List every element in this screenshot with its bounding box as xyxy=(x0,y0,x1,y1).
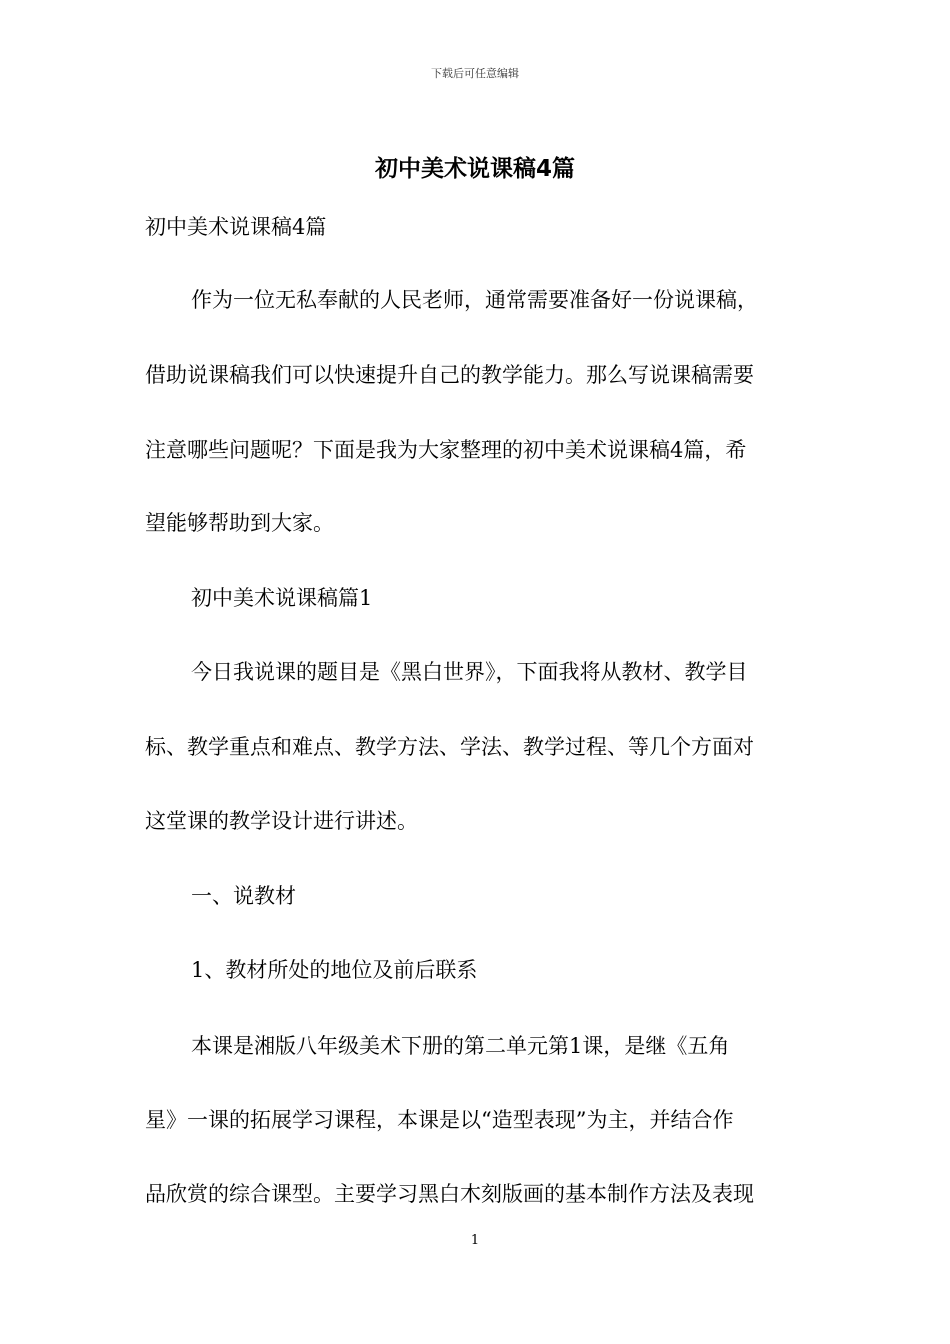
section-heading: 一、说教材 xyxy=(191,884,296,908)
section-heading: 初中美术说课稿篇1 xyxy=(191,586,373,610)
body-line: 今日我说课的题目是《黑白世界》，下面我将从教材、教学目 xyxy=(191,660,748,684)
body-line: 这堂课的教学设计进行讲述。 xyxy=(145,809,418,833)
page-number: 1 xyxy=(470,1233,480,1248)
body-line: 标、教学重点和难点、教学方法、学法、教学过程、等几个方面对 xyxy=(145,735,754,759)
body-line: 星》一课的拓展学习课程，本课是以“造型表现”为主，并结合作 xyxy=(145,1108,734,1132)
subsection-heading: 1、教材所处的地位及前后联系 xyxy=(191,958,478,982)
body-line: 借助说课稿我们可以快速提升自己的教学能力。那么写说课稿需要 xyxy=(145,363,754,387)
body-line: 品欣赏的综合课型。主要学习黑白木刻版画的基本制作方法及表现 xyxy=(145,1182,754,1206)
body-line: 本课是湘版八年级美术下册的第二单元第1课，是继《五角 xyxy=(191,1034,730,1058)
body-line: 望能够帮助到大家。 xyxy=(145,511,334,535)
body-line: 初中美术说课稿4篇 xyxy=(145,215,327,239)
header-note: 下载后可任意编辑 xyxy=(431,67,519,80)
body-line: 注意哪些问题呢？下面是我为大家整理的初中美术说课稿4篇，希 xyxy=(145,438,747,462)
body-line: 作为一位无私奉献的人民老师，通常需要准备好一份说课稿， xyxy=(191,288,758,312)
document-title: 初中美术说课稿4篇 xyxy=(374,156,575,182)
